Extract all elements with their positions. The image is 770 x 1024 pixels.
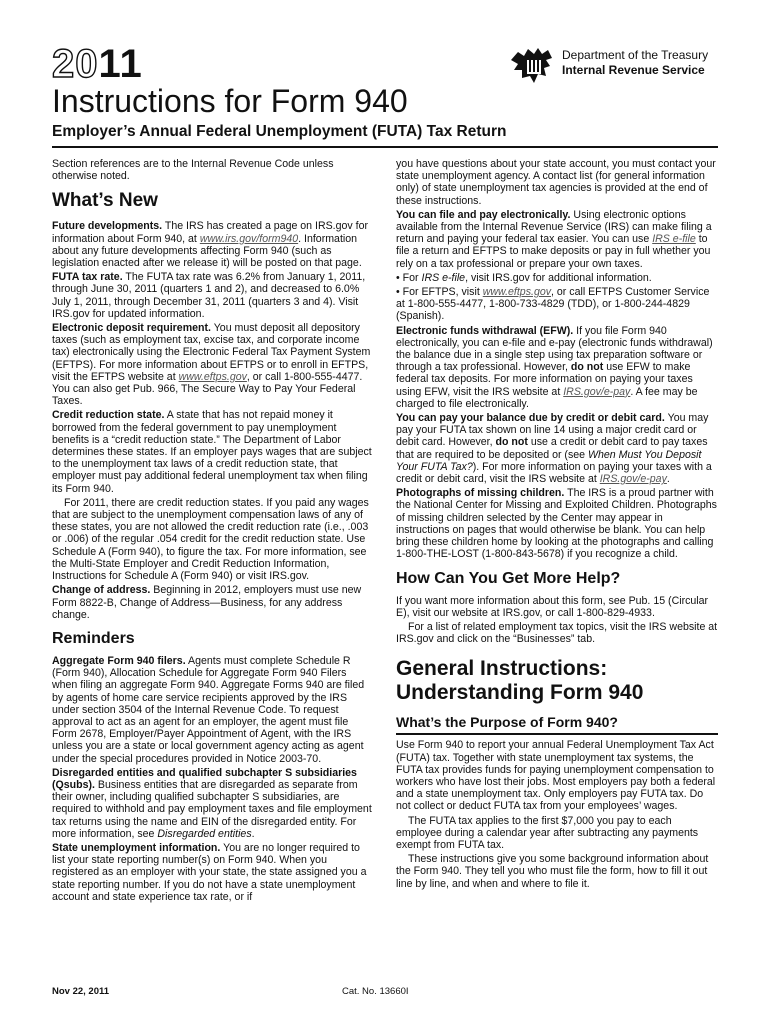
- card-payment-do-not: do not: [495, 436, 528, 449]
- more-help-heading: How Can You Get More Help?: [396, 569, 621, 587]
- agency-block: [508, 46, 720, 86]
- footer-cat-number: Cat. No. 13660I: [342, 986, 409, 997]
- bullet-eftps-text: , or call EFTPS Customer Service at 1-800-555-4477, 1-800-733-4829 (TDD), or 1-800-244-4829 (Spanish).: [396, 286, 710, 323]
- file-electronically-para: [396, 209, 718, 270]
- purpose-text: Use Form 940 to report your annual Federal Unemployment Tax Act (FUTA) tax. Together with state unemployment tax systems, the FUTA tax provides funds for paying unemployment compensation to workers who have lost their jobs. Most employers pay both a federal and a state unemployment tax. Only employers pay FUTA tax. Do not collect or deduct FUTA tax from your employees’ wages.: [396, 739, 716, 813]
- purpose-heading: What’s the Purpose of Form 940?: [396, 713, 718, 735]
- eftps-link-2[interactable]: www.eftps.gov: [482, 286, 552, 299]
- efw-do-not: do not: [570, 361, 604, 374]
- future-developments-title: Future developments.: [52, 220, 163, 233]
- file-electronically-text: Using electronic options available from the Internal Revenue Service (IRS) can make filing a return and paying your federal tax easier. You can use: [396, 208, 712, 246]
- disregarded-entities-end: .: [251, 827, 255, 840]
- electronic-deposit-para: [52, 322, 374, 407]
- bullet-irs-efile-italic: IRS e-file: [421, 271, 466, 284]
- credit-reduction-para: [52, 409, 374, 494]
- aggregate-filers-text: Agents must complete Schedule R (Form 940), Allocation Schedule for Aggregate Form 940 Filers when filing an aggregate Form 940. Aggregate Forms 940 are filed by agents of home care service recipients approved by the IRS under section 3504 of the Internal Revenue Code. To request approval to act as an agent for an employer, the agent must file Form 2678, Employer/Payer Appointment of Agent, with the IRS unless you are a state or local government agency acting as agent under the special procedures provided in Notice 2003-70.: [52, 654, 365, 765]
- bullet-eftps: [396, 286, 718, 323]
- card-payment-para: [396, 412, 718, 485]
- futa-rate-para: [52, 271, 374, 320]
- right-column: [396, 158, 718, 892]
- efw-title: Electronic funds withdrawal (EFW).: [396, 324, 574, 337]
- file-electronically-title: You can file and pay electronically.: [396, 208, 571, 221]
- card-payment-text-2: use a credit or debit card to pay taxes that are required to be deposited or (see: [396, 436, 708, 461]
- electronic-deposit-text-2: , or call 1-800-555-4477. You can also get Pub. 966, The Secure Way to Pay Your Federal Taxes.: [52, 370, 363, 408]
- state-unemployment-text: You are no longer required to list your state reporting number(s) on Form 940. When you registered as an employer with your state, the state assigned you a state reporting number. If you do not have a state unemployment account and state experience tax rate, or if: [52, 841, 367, 903]
- missing-children-para: [396, 487, 718, 560]
- agency-department: Department of the Treasury: [562, 48, 709, 62]
- footer-date: Nov 22, 2011: [52, 986, 110, 997]
- general-instructions-heading: [396, 657, 718, 705]
- state-unemployment-para: [52, 842, 374, 903]
- general-instructions-line-2: Understanding Form 940: [396, 681, 644, 705]
- year-solid-digits: 11: [98, 42, 143, 86]
- reminders-heading: Reminders: [52, 629, 135, 647]
- form940-link[interactable]: www.irs.gov/form940: [199, 232, 299, 245]
- disregarded-entities-text: Business entities that are disregarded as separate from their owner, including qualified subchapter S subsidiaries, are required to withhold and pay employment taxes and file employment tax returns using the name and EIN of the disregarded entity. For more information, see: [52, 778, 372, 840]
- more-help-text: If you want more information about this form, see Pub. 15 (Circular E), visit our website at IRS.gov, or call 1-800-829-4933.: [396, 594, 709, 619]
- agency-irs: Internal Revenue Service: [562, 63, 705, 77]
- credit-reduction-para-2: For 2011, there are credit reduction states. If you paid any wages that are subject to the unemployment compensation laws of any of these states, you are not allowed the credit reduction rate (i.e., .003 or .006) of the regular .054 credit for the credit reduction state. Use Schedule A (Form 940), to figure the tax. For more information, see the Multi-State Employer and Credit Reduction Information, Instructions for Schedule A (Form 940) or visit IRS.gov.: [52, 496, 369, 583]
- bullet-irs-efile-lead: • For: [396, 271, 422, 284]
- irs-efile-link[interactable]: IRS e-file: [652, 233, 696, 246]
- intro-text: Section references are to the Internal Revenue Code unless otherwise noted.: [52, 158, 334, 183]
- state-account-continuation: you have questions about your state account, you must contact your state unemployment agency. A contact list (for general information only) of state unemployment tax agencies is provided at the end of these instructions.: [396, 158, 716, 207]
- disregarded-entities-ref: Disregarded entities: [157, 827, 252, 840]
- card-payment-ref: When Must You Deposit Your FUTA Tax?: [396, 448, 702, 473]
- efw-para: [396, 325, 718, 410]
- aggregate-filers-para: [52, 655, 374, 765]
- bullet-irs-efile-text: , visit IRS.gov for additional information.: [465, 271, 652, 284]
- bullet-eftps-lead: • For EFTPS, visit: [396, 286, 480, 299]
- card-payment-text-3: ). For more information on paying your taxes with a credit or debit card, visit the IRS website at: [396, 460, 712, 486]
- electronic-deposit-title: Electronic deposit requirement.: [52, 322, 211, 335]
- card-payment-end: .: [666, 473, 670, 486]
- state-unemployment-title: State unemployment information.: [52, 841, 221, 854]
- page-subtitle: Employer’s Annual Federal Unemployment (FUTA) Tax Return: [52, 123, 507, 140]
- future-developments-para: [52, 220, 374, 269]
- missing-children-title: Photographs of missing children.: [396, 487, 565, 500]
- future-developments-text-2: . Information about any future developments affecting Form 940 (such as legislation enacted after we release it) will be posted on that page.: [52, 232, 362, 270]
- missing-children-text: The IRS is a proud partner with the National Center for Missing and Exploited Children. Photographs of missing children selected by the Center may appear in instructions on pages that would otherwise be blank. You can help bring these children home by looking at the photographs and calling 1-800-THE-LOST (1-800-843-5678) if you recognize a child.: [396, 487, 717, 561]
- card-payment-title: You can pay your balance due by credit or debit card.: [396, 412, 665, 425]
- eftps-link[interactable]: www.eftps.gov: [178, 370, 247, 383]
- epay-link[interactable]: IRS.gov/e-pay: [563, 385, 631, 398]
- credit-reduction-title: Credit reduction state.: [52, 409, 165, 422]
- change-of-address-para: [52, 584, 374, 621]
- header-divider: [52, 146, 718, 148]
- efw-text: If you file Form 940 electronically, you can e-file and e-pay (electronic funds withdrawal) the balance due in a single step using tax preparation software or through a tax professional. However,: [396, 324, 713, 374]
- form-year: [52, 44, 143, 84]
- general-instructions-line-1: General Instructions:: [396, 657, 608, 681]
- card-payment-text: You may pay your FUTA tax shown on line 14 using a major credit card or debit card. However,: [396, 412, 709, 449]
- purpose-para-2: The FUTA tax applies to the first $7,000 you pay to each employee during a calendar year after subtracting any payments exempt from FUTA tax.: [396, 814, 699, 851]
- efw-text-3: . A fee may be charged to file electronically.: [396, 385, 698, 410]
- year-outline-digits: 20: [52, 42, 99, 86]
- efw-text-2: use EFW to make federal tax deposits. For more information on paying your taxes using EFW, visit the IRS website at: [396, 361, 693, 398]
- electronic-deposit-text: You must deposit all depository taxes (such as employment tax, excise tax, and corporate income tax) electronically using the Electronic Federal Tax Payment System (EFTPS). For more information about EFTPS or to enroll in EFTPS, visit the EFTPS website at: [52, 322, 371, 383]
- bullet-irs-efile: [396, 272, 718, 284]
- future-developments-text: The IRS has created a page on IRS.gov for information about Form 940, at: [52, 220, 369, 245]
- whats-new-heading: What’s New: [52, 190, 158, 212]
- disregarded-entities-para: [52, 767, 374, 840]
- purpose-para-3: These instructions give you some background information about the Form 940. They tell you who must file the form, how to fill it out line by line, and when and where to file it.: [396, 853, 709, 890]
- futa-rate-text: The FUTA tax rate was 6.2% from January 1, 2011, through June 30, 2011 (quarters 1 and 2), and decreased to 6.0% July 1, 2011, through December 31, 2011 (quarters 3 and 4). Visit IRS.gov for updated information.: [52, 271, 366, 320]
- aggregate-filers-title: Aggregate Form 940 filers.: [52, 654, 186, 667]
- disregarded-entities-title: Disregarded entities and qualified subchapter S subsidiaries (Qsubs).: [52, 766, 357, 791]
- futa-rate-title: FUTA tax rate.: [52, 271, 123, 284]
- irs-eagle-logo-icon: [508, 46, 556, 86]
- more-help-para-2: For a list of related employment tax topics, visit the IRS website at IRS.gov and click on the “Businesses” tab.: [396, 620, 718, 646]
- change-of-address-text: Beginning in 2012, employers must use new Form 8822-B, Change of Address—Business, for any address change.: [52, 584, 362, 621]
- page-title: Instructions for Form 940: [52, 83, 408, 119]
- left-column: [52, 158, 374, 905]
- epay-link-2[interactable]: IRS.gov/e-pay: [599, 473, 667, 486]
- credit-reduction-text: A state that has not repaid money it borrowed from the federal government to pay unemployment benefits is a “credit reduction state.” The Department of Labor determines these states. If an employer pays wages that are subject to the unemployment tax laws of a credit reduction state, that employer must pay additional federal unemployment tax when filing its Form 940.: [52, 409, 372, 495]
- file-electronically-text-2: to file a return and EFTPS to make deposits or pay in full whether you rely on a tax professional or prepare your own taxes.: [396, 233, 711, 270]
- change-of-address-title: Change of address.: [52, 584, 151, 597]
